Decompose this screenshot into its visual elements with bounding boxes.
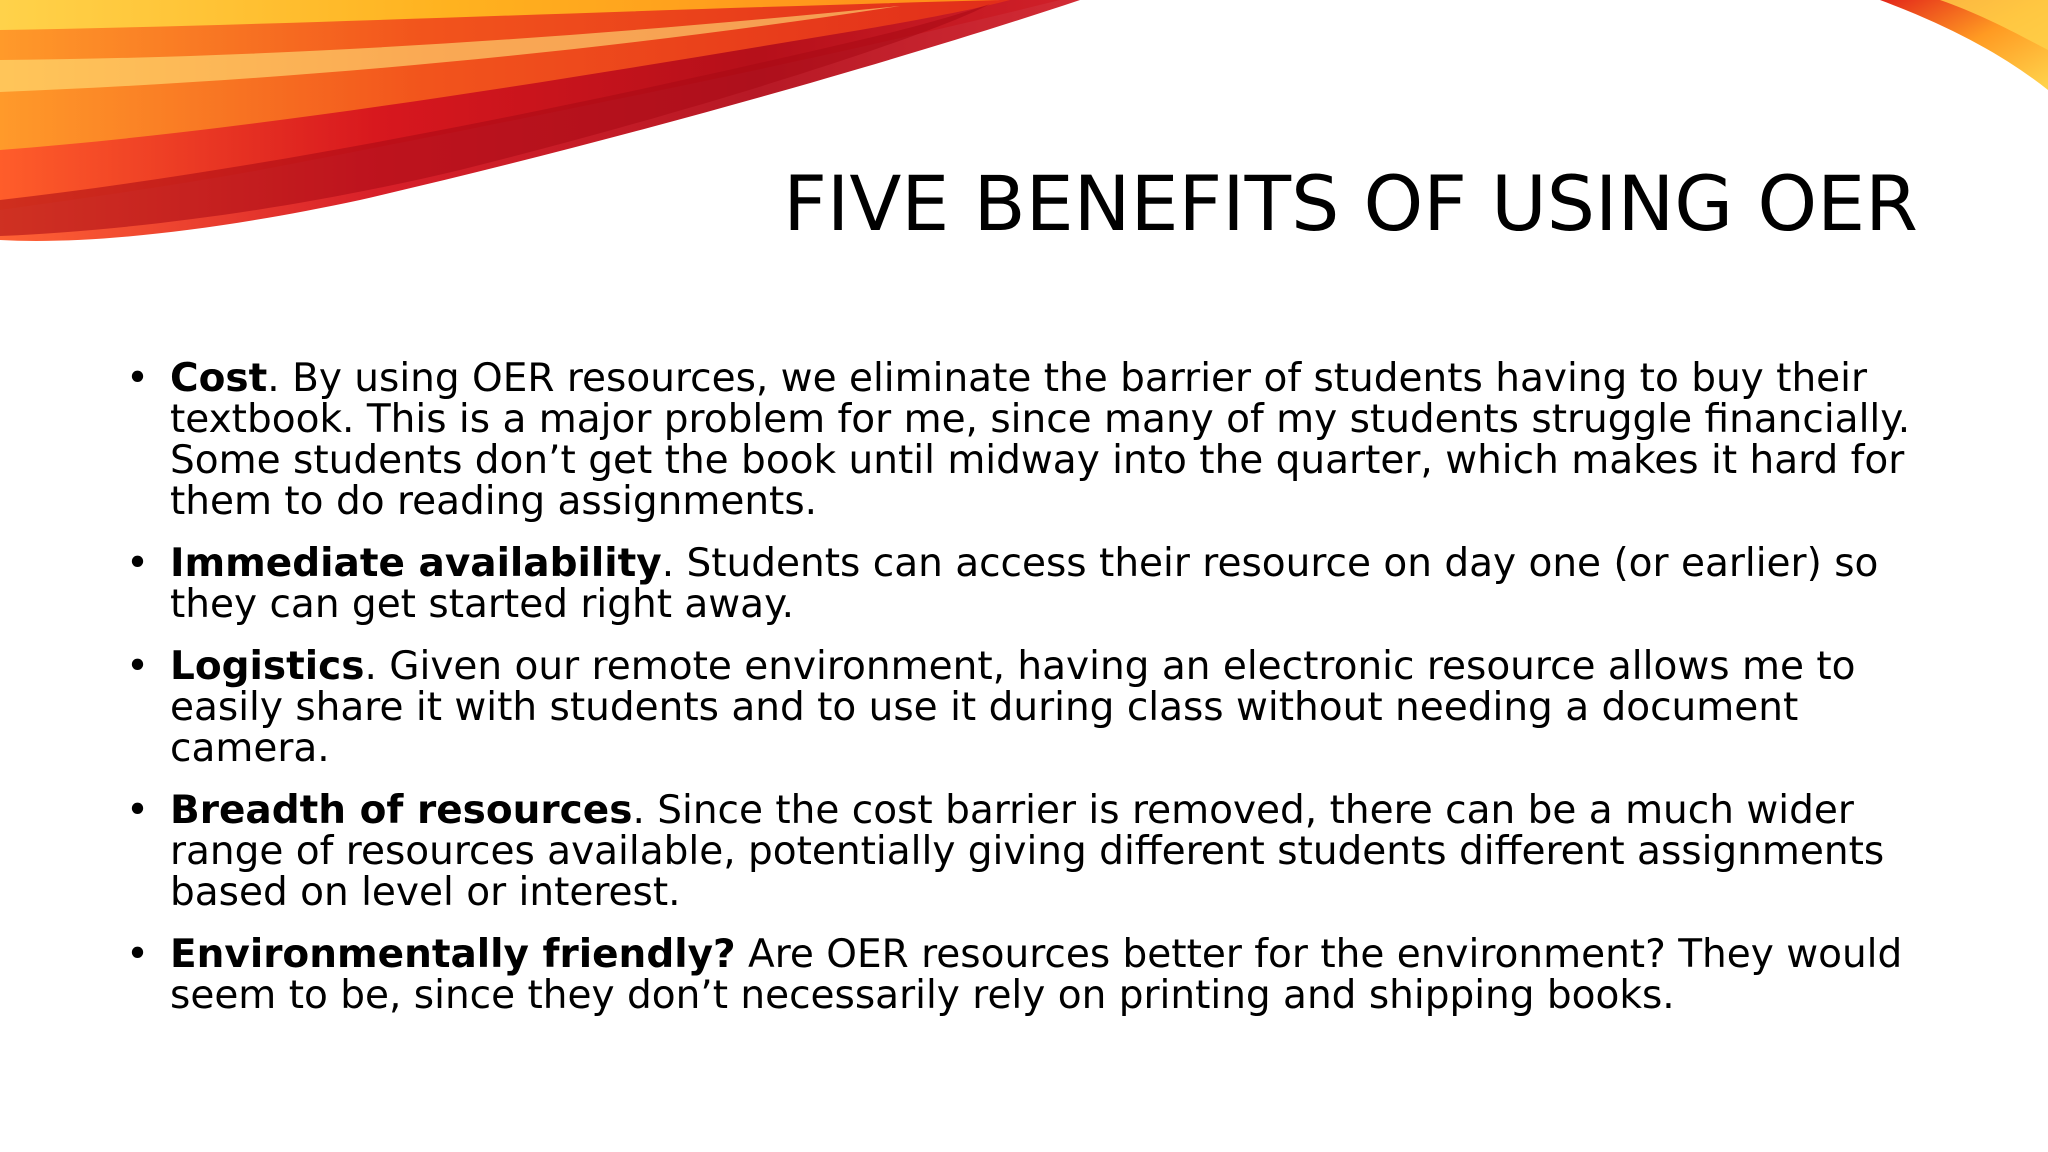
bullet-dot: • bbox=[126, 932, 150, 977]
bullet-text: . Given our remote environment, having an electronic resource allows me to easily share it with students and to use it during class without needing a document camera. bbox=[170, 644, 1856, 771]
bullet-dot: • bbox=[126, 788, 150, 833]
bullet-logistics bbox=[126, 646, 1926, 769]
bullet-text: . Since the cost barrier is removed, there can be a much wider range of resources available, potentially giving different students different assignments based on level or interest. bbox=[170, 788, 1885, 915]
bullet-list bbox=[126, 358, 1926, 1037]
bullet-term: Immediate availability bbox=[170, 541, 662, 586]
bullet-term: Logistics bbox=[170, 644, 365, 689]
bullet-term: Breadth of resources bbox=[170, 788, 633, 833]
bullet-immediate-availability bbox=[126, 543, 1926, 625]
bullet-term: Environmentally friendly? bbox=[170, 932, 736, 977]
bullet-text: Are OER resources better for the environment? They would seem to be, since they don’t necessarily rely on printing and shipping books. bbox=[170, 932, 1903, 1018]
bullet-text: . Students can access their resource on day one (or earlier) so they can get started right away. bbox=[170, 541, 1879, 627]
bullet-environmentally-friendly bbox=[126, 934, 1926, 1016]
bullet-breadth-of-resources bbox=[126, 790, 1926, 913]
bullet-text: . By using OER resources, we eliminate the barrier of students having to buy their textbook. This is a major problem for me, since many of my students struggle financially. Some students don’t get the book until midway into the quarter, which makes it hard for them to do reading assignments. bbox=[170, 356, 1911, 524]
bullet-dot: • bbox=[126, 541, 150, 586]
bullet-cost bbox=[126, 358, 1926, 522]
bullet-dot: • bbox=[126, 356, 150, 401]
bullet-term: Cost bbox=[170, 356, 268, 401]
bullet-dot: • bbox=[126, 644, 150, 689]
slide-title: FIVE BENEFITS OF USING OER bbox=[783, 159, 1918, 248]
